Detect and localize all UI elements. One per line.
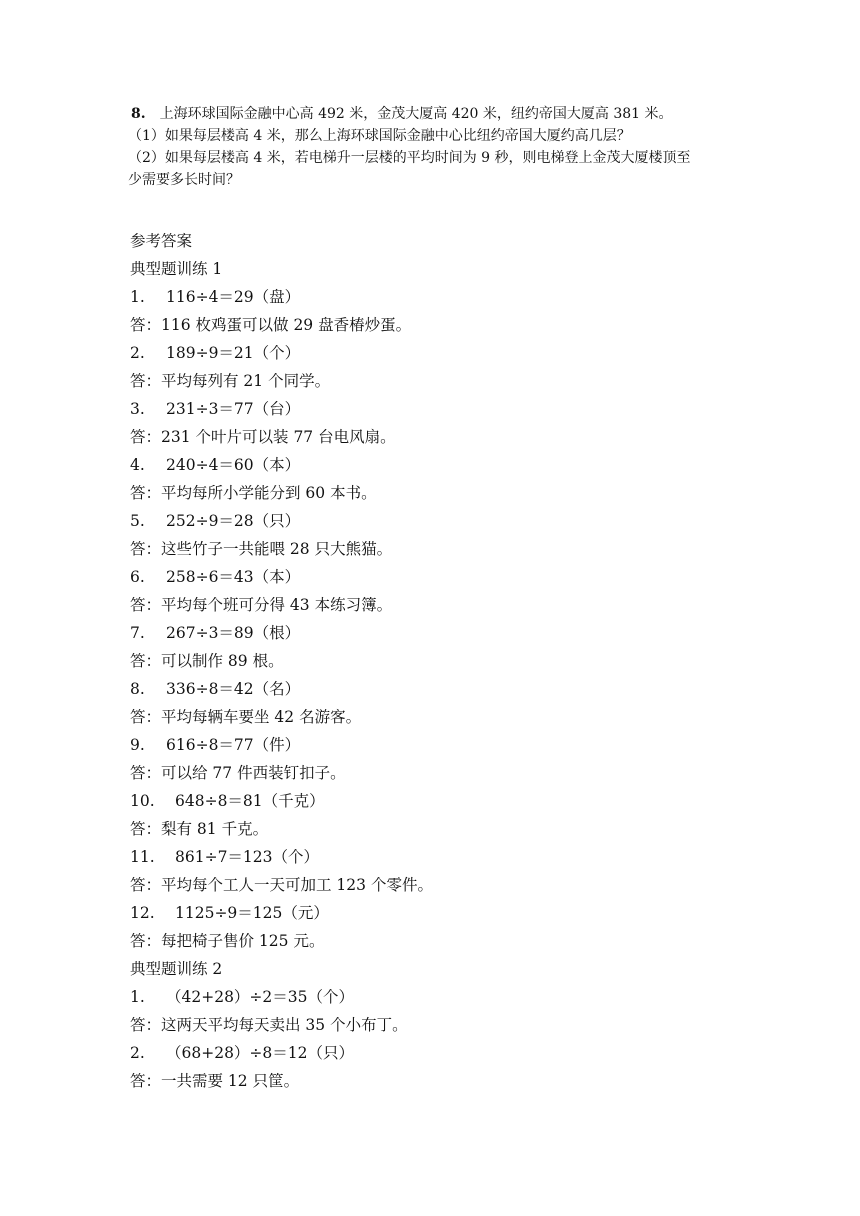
item-index: 6. <box>130 568 145 586</box>
item-index: 2. <box>130 344 145 362</box>
equation-line <box>130 395 750 423</box>
equation-line <box>130 619 750 647</box>
equation-line <box>130 787 750 815</box>
equation-text: 267÷3＝89（根） <box>166 624 301 642</box>
answer-line: 答：每把椅子售价 125 元。 <box>130 932 325 950</box>
section-1-title: 典型题训练 1 <box>130 260 223 278</box>
question-part-2-line-2: 少需要多长时间？ <box>128 172 240 188</box>
equation-text: 240÷4＝60（本） <box>166 456 301 474</box>
equation-line <box>130 283 750 311</box>
item-index: 10. <box>130 792 155 810</box>
equation-text: 231÷3＝77（台） <box>166 400 301 418</box>
answer-section <box>130 227 750 1095</box>
question-stem: 上海环球国际金融中心高 492 米，金茂大厦高 420 米，纽约帝国大厦高 381 米。 <box>159 106 673 122</box>
question-number: 8. <box>131 106 146 122</box>
item-index: 1. <box>130 288 145 306</box>
item-index: 8. <box>130 680 145 698</box>
equation-text: 616÷8＝77（件） <box>166 736 301 754</box>
answer-line: 答：梨有 81 千克。 <box>130 820 269 838</box>
question-8-stem-line <box>118 103 758 125</box>
answer-line: 答：231 个叶片可以装 77 台电风扇。 <box>130 428 396 446</box>
answer-line: 答：这些竹子一共能喂 28 只大熊猫。 <box>130 540 393 558</box>
section-2-list <box>130 983 750 1095</box>
equation-text: 648÷8＝81（千克） <box>175 792 325 810</box>
equation-line <box>130 983 750 1011</box>
section-2-title: 典型题训练 2 <box>130 960 223 978</box>
item-index: 9. <box>130 736 145 754</box>
equation-line <box>130 507 750 535</box>
answers-title: 参考答案 <box>130 232 193 250</box>
question-part-2-line-1: （2）如果每层楼高 4 米，若电梯升一层楼的平均时间为 9 秒，则电梯登上金茂大厦楼顶至 <box>128 150 691 166</box>
equation-text: 189÷9＝21（个） <box>166 344 301 362</box>
answer-line: 答：116 枚鸡蛋可以做 29 盘香椿炒蛋。 <box>130 316 412 334</box>
equation-text: 258÷6＝43（本） <box>166 568 301 586</box>
answer-line: 答：平均每个班可分得 43 本练习簿。 <box>130 596 393 614</box>
equation-text: 1125÷9＝125（元） <box>175 904 329 922</box>
equation-text: 252÷9＝28（只） <box>166 512 301 530</box>
equation-line <box>130 1039 750 1067</box>
answer-line: 答：可以制作 89 根。 <box>130 652 284 670</box>
item-index: 4. <box>130 456 145 474</box>
item-index: 2. <box>130 1044 145 1062</box>
answer-line: 答：一共需要 12 只筐。 <box>130 1072 300 1090</box>
equation-line <box>130 563 750 591</box>
question-8 <box>118 103 758 191</box>
equation-text: （42+28）÷2＝35（个） <box>166 988 355 1006</box>
equation-line <box>130 731 750 759</box>
item-index: 12. <box>130 904 155 922</box>
answer-line: 答：平均每个工人一天可加工 123 个零件。 <box>130 876 433 894</box>
answer-line: 答：这两天平均每天卖出 35 个小布丁。 <box>130 1016 408 1034</box>
answer-line: 答：平均每辆车要坐 42 名游客。 <box>130 708 362 726</box>
item-index: 1. <box>130 988 145 1006</box>
equation-line <box>130 899 750 927</box>
item-index: 5. <box>130 512 145 530</box>
answer-line: 答：可以给 77 件西装钉扣子。 <box>130 764 346 782</box>
equation-text: 336÷8＝42（名） <box>166 680 301 698</box>
equation-line <box>130 843 750 871</box>
equation-line <box>130 339 750 367</box>
section-1-list <box>130 283 750 955</box>
equation-line <box>130 451 750 479</box>
equation-line <box>130 675 750 703</box>
equation-text: 116÷4＝29（盘） <box>166 288 301 306</box>
answer-line: 答：平均每列有 21 个同学。 <box>130 372 331 390</box>
equation-text: 861÷7＝123（个） <box>175 848 320 866</box>
item-index: 3. <box>130 400 145 418</box>
item-index: 7. <box>130 624 145 642</box>
equation-text: （68+28）÷8＝12（只） <box>166 1044 355 1062</box>
item-index: 11. <box>130 848 155 866</box>
question-part-1: （1）如果每层楼高 4 米，那么上海环球国际金融中心比纽约帝国大厦约高几层？ <box>128 128 631 144</box>
answer-line: 答：平均每所小学能分到 60 本书。 <box>130 484 377 502</box>
